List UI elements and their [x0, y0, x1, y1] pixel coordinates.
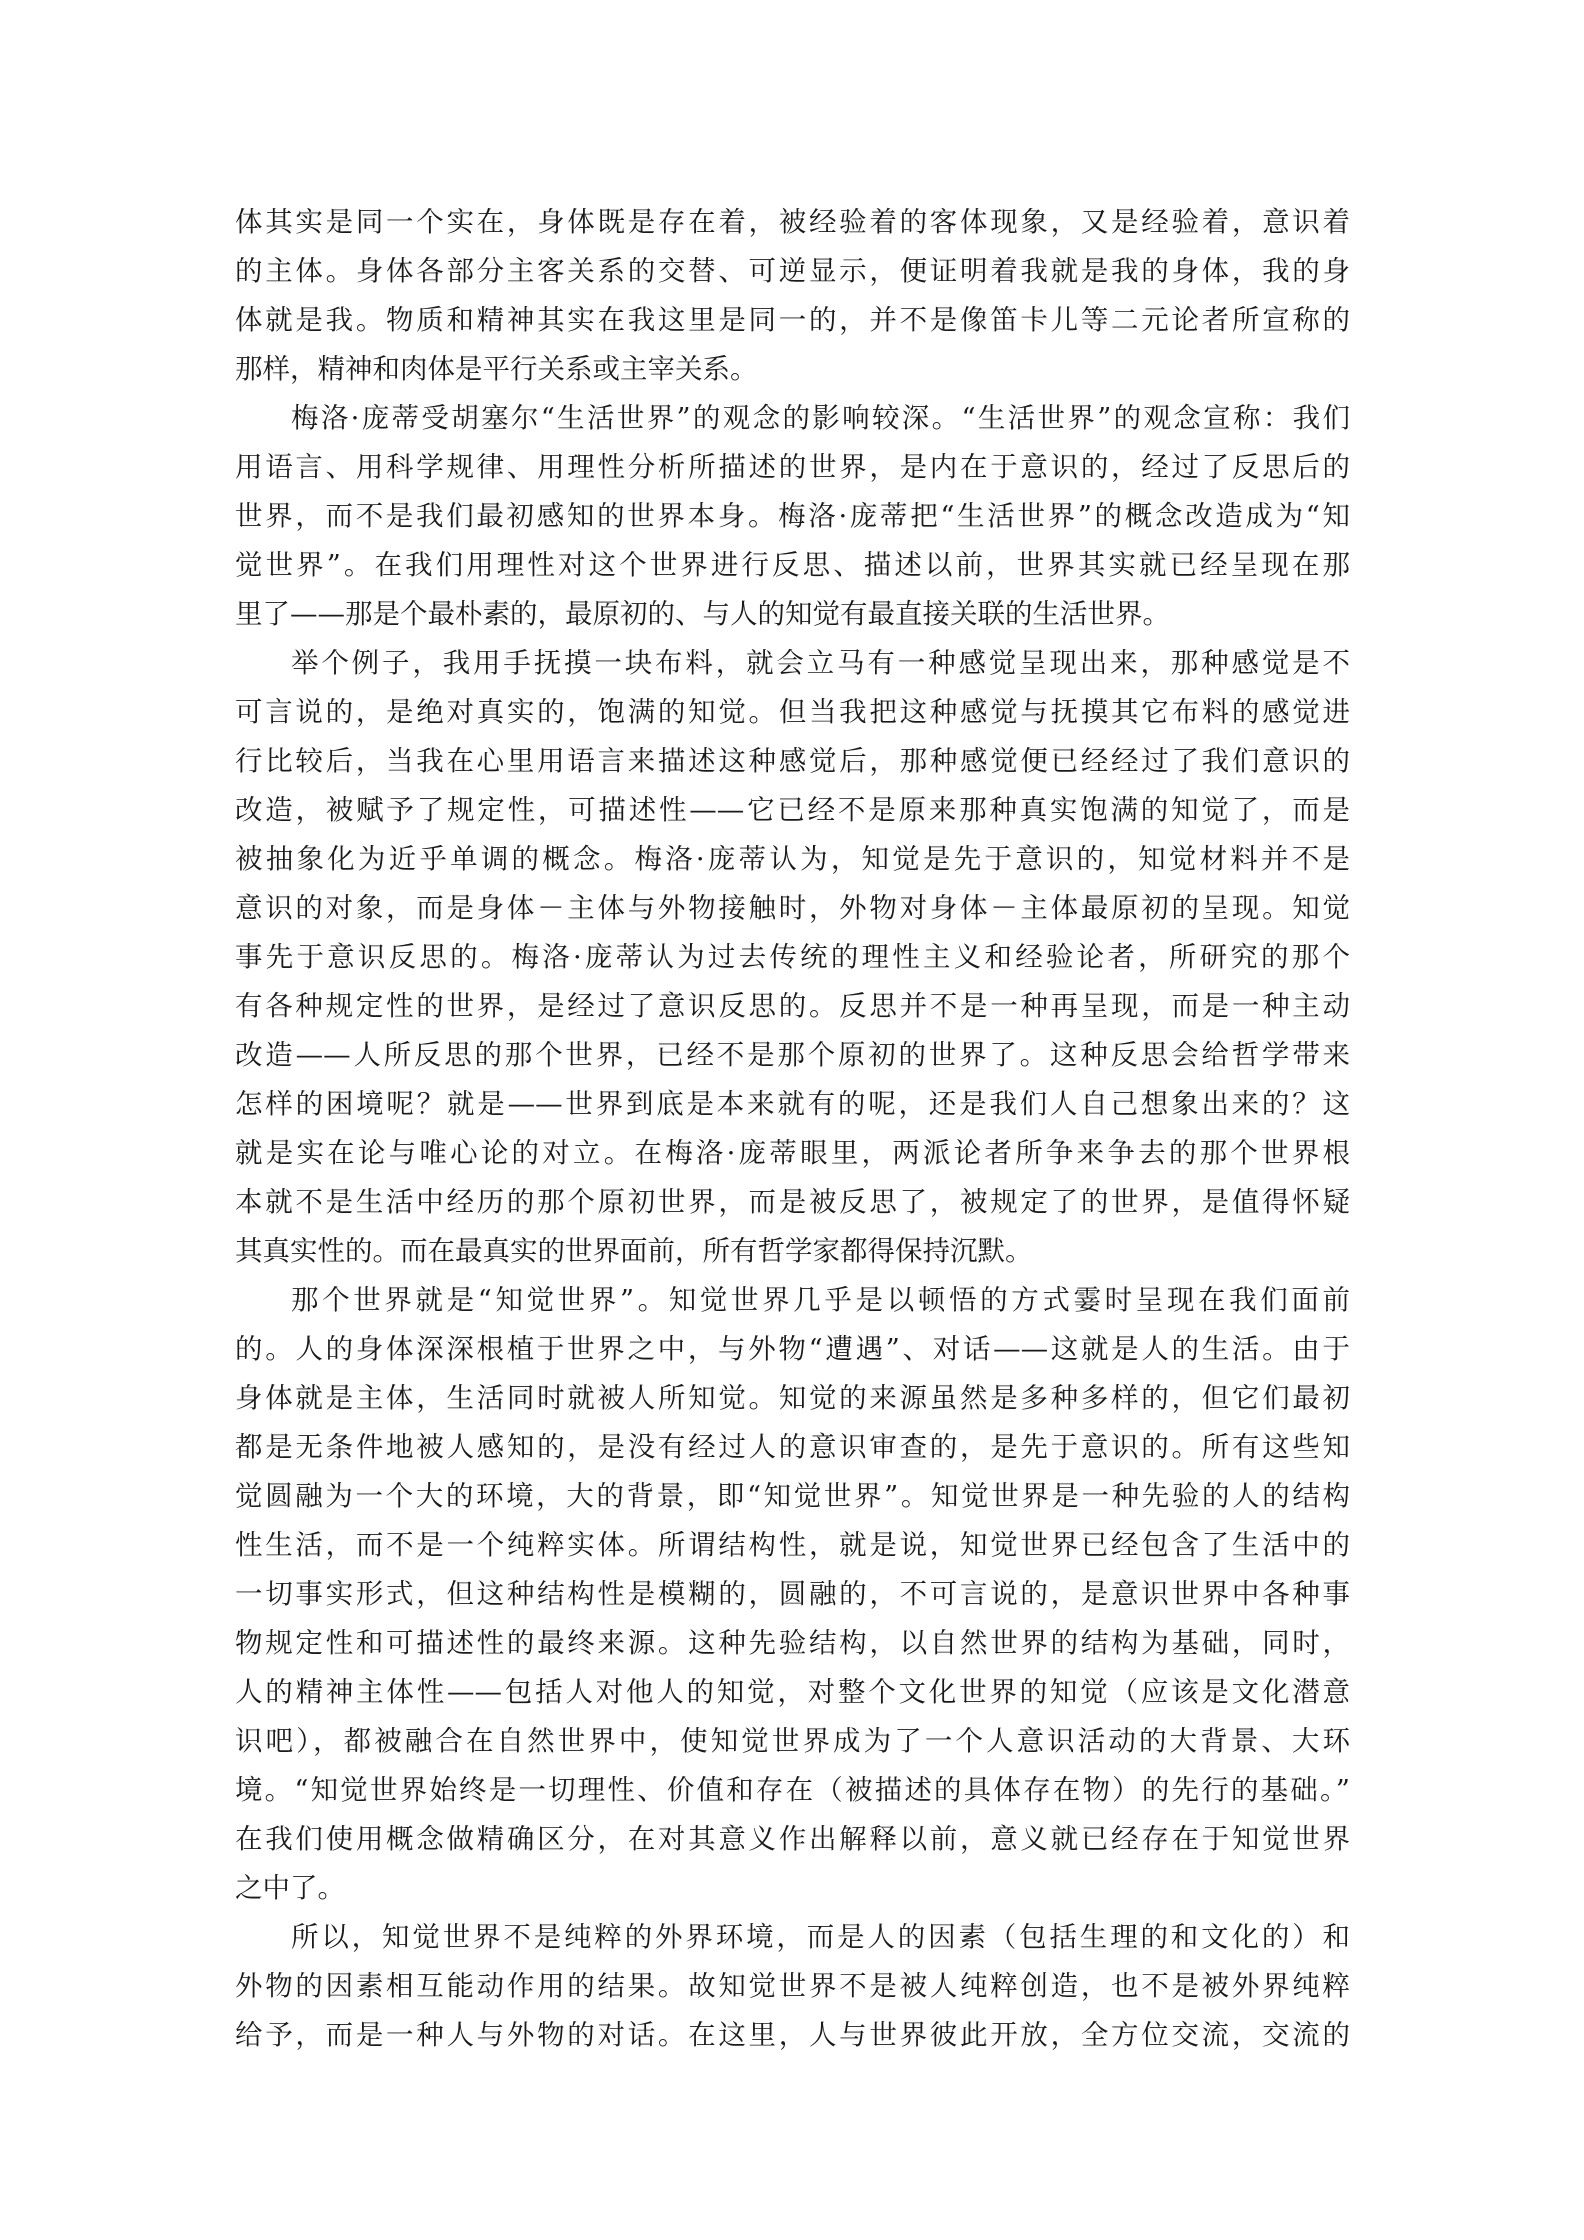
text-line: 世界，而不是我们最初感知的世界本身。梅洛·庞蒂把“生活世界”的概念改造成为“知 — [235, 500, 1350, 532]
text-line: 境。“知觉世界始终是一切理性、价值和存在（被描述的具体存在物）的先行的基础。” — [235, 1774, 1350, 1806]
text-line: 意识的对象，而是身体－主体与外物接触时，外物对身体－主体最原初的呈现。知觉 — [235, 892, 1350, 924]
text-line: 觉圆融为一个大的环境，大的背景，即“知觉世界”。知觉世界是一种先验的人的结构 — [235, 1480, 1350, 1512]
text-line: 可言说的，是绝对真实的，饱满的知觉。但当我把这种感觉与抚摸其它布料的感觉进 — [235, 696, 1350, 728]
text-line: 给予，而是一种人与外物的对话。在这里，人与世界彼此开放，全方位交流，交流的 — [235, 2019, 1350, 2051]
text-line: 一切事实形式，但这种结构性是模糊的，圆融的，不可言说的，是意识世界中各种事 — [235, 1578, 1350, 1610]
text-line: 在我们使用概念做精确区分，在对其意义作出解释以前，意义就已经存在于知觉世界 — [235, 1823, 1350, 1855]
text-line: 识吧），都被融合在自然世界中，使知觉世界成为了一个人意识活动的大背景、大环 — [235, 1725, 1350, 1757]
text-line: 其真实性的。而在最真实的世界面前，所有哲学家都得保持沉默。 — [235, 1235, 1033, 1267]
paragraph — [235, 198, 1350, 394]
text-line: 身体就是主体，生活同时就被人所知觉。知觉的来源虽然是多种多样的，但它们最初 — [235, 1382, 1350, 1414]
text-line: 就是实在论与唯心论的对立。在梅洛·庞蒂眼里，两派论者所争来争去的那个世界根 — [235, 1137, 1350, 1169]
text-line: 觉世界”。在我们用理性对这个世界进行反思、描述以前，世界其实就已经呈现在那 — [235, 549, 1350, 581]
text-line: 之中了。 — [235, 1872, 345, 1904]
text-line: 的。人的身体深深根植于世界之中，与外物“遭遇”、对话——这就是人的生活。由于 — [235, 1333, 1350, 1365]
text-line: 事先于意识反思的。梅洛·庞蒂认为过去传统的理性主义和经验论者，所研究的那个 — [235, 941, 1350, 973]
text-line: 有各种规定性的世界，是经过了意识反思的。反思并不是一种再呈现，而是一种主动 — [235, 990, 1350, 1022]
text-line: 所以，知觉世界不是纯粹的外界环境，而是人的因素（包括生理的和文化的）和 — [291, 1921, 1350, 1953]
text-line: 里了——那是个最朴素的，最原初的、与人的知觉有最直接关联的生活世界。 — [235, 598, 1170, 630]
paragraph — [235, 1913, 1350, 2060]
text-line: 改造——人所反思的那个世界，已经不是那个原初的世界了。这种反思会给哲学带来 — [235, 1039, 1350, 1071]
text-line: 物规定性和可描述性的最终来源。这种先验结构，以自然世界的结构为基础，同时， — [235, 1627, 1350, 1659]
text-line: 梅洛·庞蒂受胡塞尔“生活世界”的观念的影响较深。“生活世界”的观念宣称：我们 — [291, 402, 1350, 434]
text-line: 那个世界就是“知觉世界”。知觉世界几乎是以顿悟的方式霎时呈现在我们面前 — [291, 1284, 1350, 1316]
text-line: 体其实是同一个实在，身体既是存在着，被经验着的客体现象，又是经验着，意识着 — [235, 206, 1350, 238]
text-line: 性生活，而不是一个纯粹实体。所谓结构性，就是说，知觉世界已经包含了生活中的 — [235, 1529, 1350, 1561]
text-line: 体就是我。物质和精神其实在我这里是同一的，并不是像笛卡儿等二元论者所宣称的 — [235, 304, 1350, 336]
paragraph — [235, 639, 1350, 1276]
text-line: 那样，精神和肉体是平行关系或主宰关系。 — [235, 353, 758, 385]
text-line: 的主体。身体各部分主客关系的交替、可逆显示，便证明着我就是我的身体，我的身 — [235, 255, 1350, 287]
paragraph — [235, 394, 1350, 639]
text-line: 举个例子，我用手抚摸一块布料，就会立马有一种感觉呈现出来，那种感觉是不 — [291, 647, 1350, 679]
body-text — [235, 198, 1350, 2060]
text-line: 改造，被赋予了规定性，可描述性——它已经不是原来那种真实饱满的知觉了，而是 — [235, 794, 1350, 826]
paragraph — [235, 1276, 1350, 1913]
text-line: 外物的因素相互能动作用的结果。故知觉世界不是被人纯粹创造，也不是被外界纯粹 — [235, 1970, 1350, 2002]
text-line: 行比较后，当我在心里用语言来描述这种感觉后，那种感觉便已经经过了我们意识的 — [235, 745, 1350, 777]
text-line: 被抽象化为近乎单调的概念。梅洛·庞蒂认为，知觉是先于意识的，知觉材料并不是 — [235, 843, 1350, 875]
text-line: 用语言、用科学规律、用理性分析所描述的世界，是内在于意识的，经过了反思后的 — [235, 451, 1350, 483]
text-line: 都是无条件地被人感知的，是没有经过人的意识审查的，是先于意识的。所有这些知 — [235, 1431, 1350, 1463]
text-line: 怎样的困境呢？就是——世界到底是本来就有的呢，还是我们人自己想象出来的？这 — [235, 1088, 1350, 1120]
text-line: 本就不是生活中经历的那个原初世界，而是被反思了，被规定了的世界，是值得怀疑 — [235, 1186, 1350, 1218]
text-line: 人的精神主体性——包括人对他人的知觉，对整个文化世界的知觉（应该是文化潜意 — [235, 1676, 1350, 1708]
